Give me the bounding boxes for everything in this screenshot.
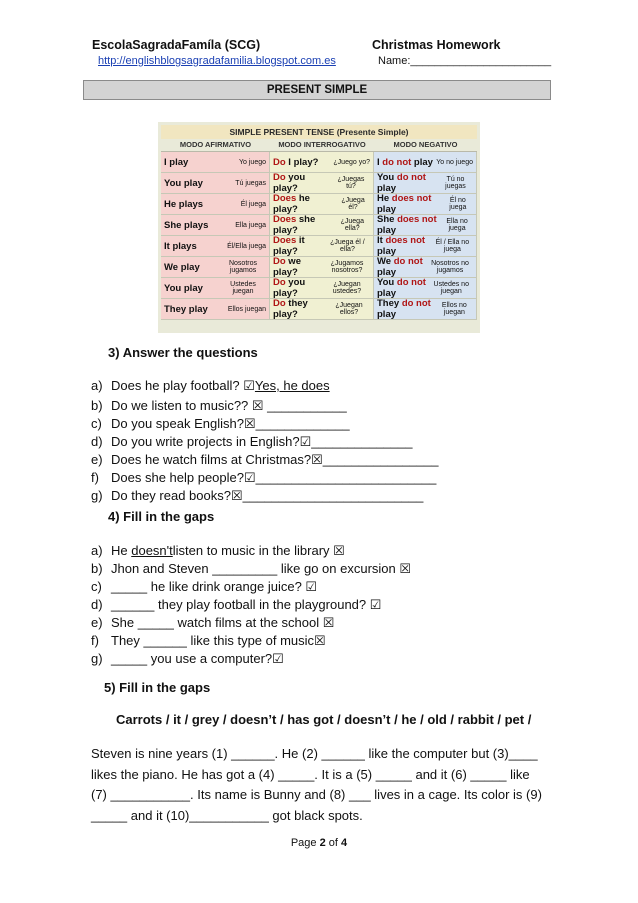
question-line <box>91 378 330 394</box>
table-cell-negative: They do not play Ellos no juegan <box>374 299 477 320</box>
gap-text: _____ you use a computer?☑ <box>111 651 284 666</box>
item-label: f) <box>91 470 99 485</box>
item-label: c) <box>91 579 102 594</box>
question-text: Do they read books?☒_________________________ <box>111 488 424 503</box>
gap-text: He <box>111 543 132 558</box>
table-cell-affirmative: She plays Ella juega <box>161 215 270 236</box>
section5-title: 5) Fill in the gaps <box>104 680 211 695</box>
table-cell-negative: I do not play Yo no juego <box>374 152 477 173</box>
table-cell-negative: She does not play Ella no juega <box>374 215 477 236</box>
grammar-table <box>158 122 480 333</box>
homework-title: Christmas Homework <box>372 38 501 52</box>
table-cell-interrogative: Do they play? ¿Juegan ellos? <box>270 299 374 320</box>
paragraph-line: likes the piano. He has got a (4) _____. It is a (5) _____ and it (6) _____ like <box>91 766 530 782</box>
gap-line <box>91 543 345 559</box>
table-cell-negative: You do not play Tú no juegas <box>374 173 477 194</box>
gap-line <box>91 561 411 577</box>
table-header: MODO INTERROGATIVO <box>270 139 374 152</box>
table-cell-negative: You do not play Ustedes no juegan <box>374 278 477 299</box>
item-label: a) <box>91 378 103 393</box>
paragraph-line: (7) ___________. Its name is Bunny and (8) ___ lives in a cage. Its color is (9) <box>91 787 542 802</box>
item-label: e) <box>91 615 103 630</box>
item-label: b) <box>91 561 103 576</box>
question-text: Do you speak English?☒_____________ <box>111 416 350 431</box>
item-label: b) <box>91 398 103 413</box>
section-band-title: PRESENT SIMPLE <box>83 80 551 100</box>
question-line <box>91 488 423 504</box>
table-cell-interrogative: Do we play? ¿Jugamos nosotros? <box>270 257 374 278</box>
item-label: e) <box>91 452 103 467</box>
gap-text-rest: listen to music in the library ☒ <box>172 543 345 558</box>
grammar-table-title: SIMPLE PRESENT TENSE (Presente Simple) <box>161 125 477 139</box>
item-label: a) <box>91 543 103 558</box>
question-line <box>91 470 436 486</box>
table-cell-negative: It does not play Él / Ella no juega <box>374 236 477 257</box>
table-cell-affirmative: It plays Él/Ella juega <box>161 236 270 257</box>
grammar-table-grid <box>161 139 477 320</box>
table-cell-affirmative: You play Ustedes juegan <box>161 278 270 299</box>
table-cell-interrogative: Do you play? ¿Juegan ustedes? <box>270 278 374 299</box>
table-cell-affirmative: They play Ellos juegan <box>161 299 270 320</box>
table-header: MODO NEGATIVO <box>374 139 477 152</box>
section4-title: 4) Fill in the gaps <box>108 509 215 524</box>
item-label: g) <box>91 488 103 503</box>
paragraph-line: Steven is nine years (1) ______. He (2) ______ like the computer but (3)____ <box>91 746 538 761</box>
item-label: d) <box>91 434 103 449</box>
question-line <box>91 398 347 414</box>
gap-text: Jhon and Steven _________ like go on excursion ☒ <box>111 561 412 576</box>
item-label: c) <box>91 416 102 431</box>
table-cell-affirmative: I play Yo juego <box>161 152 270 173</box>
gap-text: They ______ like this type of music☒ <box>111 633 326 648</box>
word-bank: Carrots / it / grey / doesn’t / has got / doesn’t / he / old / rabbit / pet / <box>116 712 532 727</box>
page-number: Page 2 of 4 <box>290 837 348 849</box>
gap-line <box>91 633 326 649</box>
table-cell-affirmative: He plays Él juega <box>161 194 270 215</box>
gap-text: She _____ watch films at the school ☒ <box>111 615 335 630</box>
gap-line <box>91 579 317 595</box>
item-label: f) <box>91 633 99 648</box>
table-cell-interrogative: Do you play? ¿Juegas tú? <box>270 173 374 194</box>
table-cell-affirmative: We play Nosotros jugamos <box>161 257 270 278</box>
question-line <box>91 434 412 450</box>
item-label: d) <box>91 597 103 612</box>
table-cell-interrogative: Does he play? ¿Juega él? <box>270 194 374 215</box>
gap-text: _____ he like drink orange juice? ☑ <box>111 579 318 594</box>
table-header: MODO AFIRMATIVO <box>161 139 270 152</box>
question-text: Does she help people?☑_________________________ <box>111 470 437 485</box>
gap-answer: doesn't <box>131 543 173 558</box>
question-text: Do you write projects in English?☑______________ <box>111 434 413 449</box>
name-field: Name:_______________________ <box>378 55 552 67</box>
table-cell-interrogative: Do I play? ¿Juego yo? <box>270 152 374 173</box>
item-label: g) <box>91 651 103 666</box>
gap-line <box>91 597 381 613</box>
answer-text: Yes, he does <box>254 378 330 393</box>
table-cell-negative: He does not play Él no juega <box>374 194 477 215</box>
blog-link[interactable]: http://englishblogsagradafamilia.blogspot.com.es <box>98 55 336 67</box>
question-line <box>91 416 350 432</box>
question-text: Does he watch films at Christmas?☒________________ <box>111 452 439 467</box>
table-cell-interrogative: Does she play? ¿Juega ella? <box>270 215 374 236</box>
gap-line <box>91 615 334 631</box>
paragraph-line: _____ and it (10)___________ got black spots. <box>91 807 363 823</box>
gap-text: ______ they play football in the playground? ☑ <box>111 597 382 612</box>
question-text: Does he play football? ☑ <box>111 378 255 393</box>
table-cell-negative: We do not play Nosotros no jugamos <box>374 257 477 278</box>
section3-title: 3) Answer the questions <box>108 345 258 360</box>
question-line <box>91 452 438 468</box>
question-text: Do we listen to music?? ☒ ___________ <box>111 398 347 413</box>
gap-line <box>91 651 284 667</box>
table-cell-interrogative: Does it play? ¿Juega él / ella? <box>270 236 374 257</box>
table-cell-affirmative: You play Tú juegas <box>161 173 270 194</box>
school-name: EscolaSagradaFamíla (SCG) <box>92 38 261 52</box>
